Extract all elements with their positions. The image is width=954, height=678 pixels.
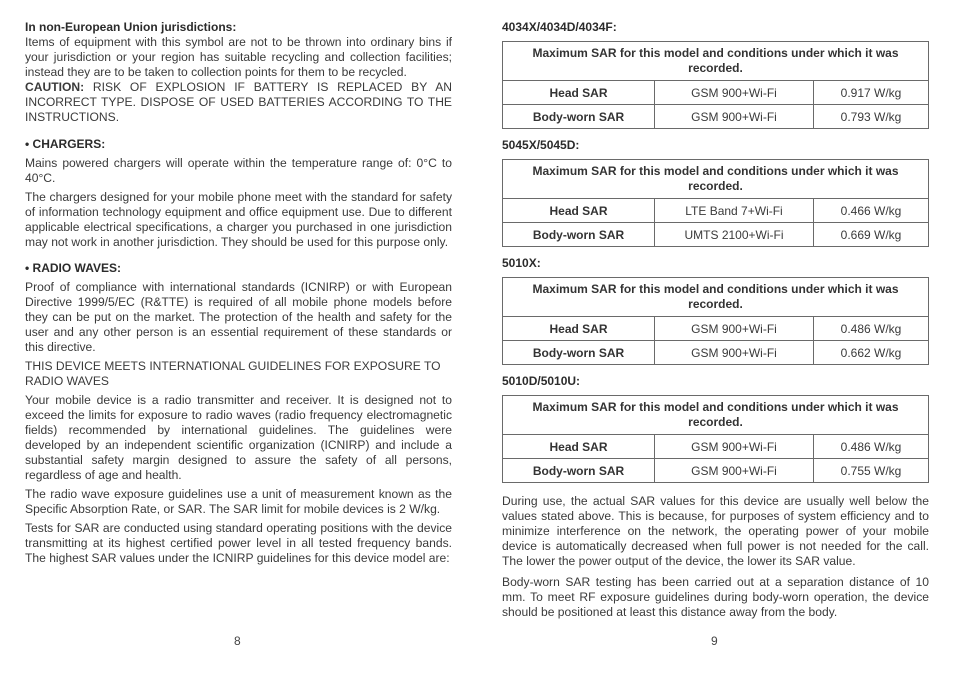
sar-table [502,395,929,483]
row-label: Head SAR [503,81,655,105]
sar-table-caption: Maximum SAR for this model and conditions under which it was recorded. [503,42,929,81]
chargers-standard-paragraph: The chargers designed for your mobile phone meet with the standard for safety of information technology equipment and office equipment use. Due to different applicable electrical specifications, a charger you purchased in one jurisdiction may not work in another jurisdiction. They should be used for this purpose only. [25,190,452,249]
row-value: 0.466 W/kg [814,199,929,223]
row-condition: UMTS 2100+Wi-Fi [655,223,814,247]
row-label: Head SAR [503,199,655,223]
row-condition: GSM 900+Wi-Fi [655,341,814,365]
row-label: Body-worn SAR [503,105,655,129]
sar-table [502,277,929,365]
row-label: Body-worn SAR [503,223,655,247]
sar-usage-paragraph: During use, the actual SAR values for this device are usually well below the values stated above. This is because, for purposes of system efficiency and to minimize interference on the network, the operating power of your mobile device is automatically decreased when full power is not needed for the call. The lower the power output of the device, the lower its SAR value. [502,494,929,568]
radio-waves-heading: • RADIO WAVES: [25,261,121,275]
sar-table-caption: Maximum SAR for this model and conditions under which it was recorded. [503,278,929,317]
jurisdiction-heading: In non-European Union jurisdictions: [25,20,237,34]
table-row [503,435,929,459]
model-heading: 4034X/4034D/4034F: [502,20,617,34]
sar-section-5010d [502,374,929,483]
row-label: Head SAR [503,435,655,459]
sar-limit-paragraph: The radio wave exposure guidelines use a unit of measurement known as the Specific Absorption Rate, or SAR. The SAR limit for mobile devices is 2 W/kg. [25,487,452,516]
sar-section-5045 [502,138,929,247]
sar-tests-paragraph: Tests for SAR are conducted using standard operating positions with the device transmitting at its highest certified power level in all tested frequency bands. The highest SAR values under the ICNIRP guidelines for this device model are: [25,521,452,565]
guidelines-statement: THIS DEVICE MEETS INTERNATIONAL GUIDELINES FOR EXPOSURE TO RADIO WAVES [25,359,441,388]
body-worn-paragraph: Body-worn SAR testing has been carried out at a separation distance of 10 mm. To meet RF exposure guidelines during body-worn operation, the device should be positioned at least this distance away from the body. [502,575,929,619]
sar-table [502,159,929,247]
sar-table-caption: Maximum SAR for this model and conditions under which it was recorded. [503,396,929,435]
sar-section-5010x [502,256,929,365]
model-heading: 5010D/5010U: [502,374,581,388]
table-row [503,105,929,129]
model-heading: 5010X: [502,256,541,270]
row-value: 0.669 W/kg [814,223,929,247]
table-row [503,199,929,223]
row-condition: GSM 900+Wi-Fi [655,459,814,483]
page-number-right: 9 [711,634,718,648]
page-number-left: 8 [234,634,241,648]
row-value: 0.755 W/kg [814,459,929,483]
sar-table-caption: Maximum SAR for this model and conditions under which it was recorded. [503,160,929,199]
table-row [503,459,929,483]
row-condition: GSM 900+Wi-Fi [655,105,814,129]
recycling-paragraph: Items of equipment with this symbol are not to be thrown into ordinary bins if your jurisdiction or your region has suitable recycling and collection facilities; instead they are to be taken to collection points for them to be recycled. [25,35,452,79]
transmitter-paragraph: Your mobile device is a radio transmitter and receiver. It is designed not to exceed the limits for exposure to radio waves (radio frequency electromagnetic fields) recommended by international guidelines. The guidelines were developed by an independent scientific organization (ICNIRP) and include a substantial safety margin designed to assure the safety of all persons, regardless of age and health. [25,393,452,482]
table-row [503,81,929,105]
chargers-heading: • CHARGERS: [25,137,106,151]
table-row [503,341,929,365]
row-condition: GSM 900+Wi-Fi [655,81,814,105]
row-label: Head SAR [503,317,655,341]
caution-label: CAUTION: [25,80,85,94]
model-heading: 5045X/5045D: [502,138,580,152]
row-condition: GSM 900+Wi-Fi [655,435,814,459]
row-value: 0.662 W/kg [814,341,929,365]
left-page [25,20,452,566]
row-value: 0.486 W/kg [814,317,929,341]
row-condition: LTE Band 7+Wi-Fi [655,199,814,223]
chargers-temperature-paragraph: Mains powered chargers will operate within the temperature range of: 0°C to 40°C. [25,156,452,185]
table-row [503,317,929,341]
compliance-paragraph: Proof of compliance with international standards (ICNIRP) or with European Directive 1999/5/EC (R&TTE) is required of all mobile phone models before they can be put on the market. The protection of the health and safety for the user and any other person is an essential requirement of these standards or this directive. [25,280,452,354]
caution-paragraph [25,80,452,125]
row-value: 0.793 W/kg [814,105,929,129]
table-row [503,223,929,247]
right-page [502,20,929,620]
sar-section-4034 [502,20,929,129]
row-label: Body-worn SAR [503,341,655,365]
sar-table [502,41,929,129]
row-condition: GSM 900+Wi-Fi [655,317,814,341]
caution-text: RISK OF EXPLOSION IF BATTERY IS REPLACED BY AN INCORRECT TYPE. DISPOSE OF USED BATTERIES ACCORDING TO THE INSTRUCTIONS. [25,80,452,124]
row-value: 0.917 W/kg [814,81,929,105]
row-label: Body-worn SAR [503,459,655,483]
row-value: 0.486 W/kg [814,435,929,459]
